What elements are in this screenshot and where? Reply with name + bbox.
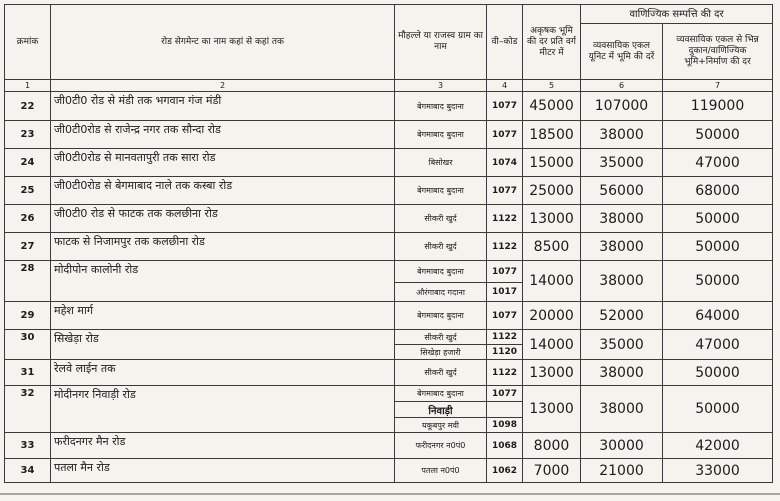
table-row (5, 386, 773, 402)
row-mohalla: यकूबपुर मवी (395, 418, 487, 433)
row-rate-6: 38000 (581, 360, 663, 386)
row-rate-6: 38000 (581, 233, 663, 261)
row-code: 1122 (487, 330, 523, 345)
row-mohalla: बेगमाबाद बुदाना (395, 261, 487, 283)
row-code: 1077 (487, 92, 523, 121)
row-rate-6: 35000 (581, 330, 663, 360)
row-road: रेलवे लाईन तक (51, 360, 395, 386)
row-road: जी0टी0रोड से मानवतापुरी तक सारा रोड (51, 149, 395, 177)
row-sno: 30 (5, 330, 51, 360)
row-sno: 34 (5, 459, 51, 483)
row-mohalla: औरंगाबाद गदाना (395, 283, 487, 302)
header-row (5, 5, 773, 24)
header-mohalla: मौहल्ले या राजस्व ग्राम का नाम (395, 5, 487, 80)
row-code: 1077 (487, 386, 523, 402)
row-sno: 29 (5, 302, 51, 330)
row-mohalla: बेगमाबाद बुदाना (395, 302, 487, 330)
row-code: 1077 (487, 177, 523, 205)
row-code: 1062 (487, 459, 523, 483)
row-mohalla: बेगमाबाद बुदाना (395, 92, 487, 121)
row-mohalla: बिसोखर (395, 149, 487, 177)
row-mohalla: सिखेड़ा हजारी (395, 345, 487, 360)
row-sno: 25 (5, 177, 51, 205)
table-row (5, 302, 773, 330)
row-rate-6: 35000 (581, 149, 663, 177)
row-rate-7: 50000 (663, 386, 773, 433)
table-row (5, 177, 773, 205)
header-code: वी–कोड (487, 5, 523, 80)
header-commercial-group: वाणिज्यिक सम्पत्ति की दर (581, 5, 773, 24)
column-number-row (5, 80, 773, 92)
row-rate-7: 68000 (663, 177, 773, 205)
row-sno: 26 (5, 205, 51, 233)
row-rate-6: 107000 (581, 92, 663, 121)
row-rate-7: 42000 (663, 433, 773, 459)
table-row (5, 459, 773, 483)
row-rate-5: 25000 (523, 177, 581, 205)
row-rate-5: 13000 (523, 360, 581, 386)
row-road: फरीदनगर मैन रोड (51, 433, 395, 459)
row-road: जी0टी0 रोड से फाटक तक कलछीना रोड (51, 205, 395, 233)
row-mohalla: बेगमाबाद बुदाना (395, 177, 487, 205)
col-number: 7 (663, 80, 773, 92)
row-rate-5: 45000 (523, 92, 581, 121)
row-rate-6: 30000 (581, 433, 663, 459)
row-code: 1077 (487, 302, 523, 330)
row-rate-5: 18500 (523, 121, 581, 149)
table-row (5, 433, 773, 459)
row-mohalla: सीकरी खुर्द (395, 205, 487, 233)
col-number: 4 (487, 80, 523, 92)
table-row (5, 205, 773, 233)
row-rate-6: 38000 (581, 121, 663, 149)
row-code: 1077 (487, 261, 523, 283)
row-rate-7: 47000 (663, 149, 773, 177)
row-rate-5: 7000 (523, 459, 581, 483)
row-road: महेश मार्ग (51, 302, 395, 330)
row-mohalla: बेगमाबाद बुदाना (395, 121, 487, 149)
row-rate-7: 47000 (663, 330, 773, 360)
row-rate-7: 50000 (663, 233, 773, 261)
row-rate-7: 64000 (663, 302, 773, 330)
row-code: 1120 (487, 345, 523, 360)
row-rate-7: 50000 (663, 121, 773, 149)
row-rate-6: 52000 (581, 302, 663, 330)
row-mohalla: सीकरी खुर्द (395, 330, 487, 345)
row-sno: 27 (5, 233, 51, 261)
table-row (5, 92, 773, 121)
row-sno: 24 (5, 149, 51, 177)
row-road: जी0टी0रोड से राजेन्द्र नगर तक सौन्दा रोड (51, 121, 395, 149)
row-rate-5: 13000 (523, 386, 581, 433)
row-code: 1077 (487, 121, 523, 149)
row-code: 1122 (487, 360, 523, 386)
row-rate-6: 38000 (581, 205, 663, 233)
header-commercial-land: व्यवसायिक एकल यूनिट में भूमि की दरें (581, 24, 663, 80)
row-rate-5: 14000 (523, 261, 581, 302)
row-code: 1098 (487, 418, 523, 433)
row-rate-6: 38000 (581, 386, 663, 433)
row-rate-5: 8000 (523, 433, 581, 459)
row-rate-5: 8500 (523, 233, 581, 261)
row-rate-6: 56000 (581, 177, 663, 205)
row-code: 1074 (487, 149, 523, 177)
row-rate-5: 20000 (523, 302, 581, 330)
row-code: 1068 (487, 433, 523, 459)
row-road: पतला मैन रोड (51, 459, 395, 483)
row-sno: 23 (5, 121, 51, 149)
row-mohalla: सीकरी खुर्द (395, 360, 487, 386)
header-commercial-building: व्यवसायिक एकल से भिन्न दुकान/वाणिज्यिक भूमि+निर्माण की दर (663, 24, 773, 80)
table-row (5, 261, 773, 283)
col-number: 2 (51, 80, 395, 92)
row-code-empty (487, 402, 523, 418)
row-rate-7: 50000 (663, 205, 773, 233)
page-edge-line (0, 493, 780, 495)
row-road: फाटक से निजामपुर तक कलछीना रोड (51, 233, 395, 261)
table-row (5, 121, 773, 149)
row-rate-7: 50000 (663, 360, 773, 386)
row-sno: 32 (5, 386, 51, 433)
row-mohalla: सीकरी खुर्द (395, 233, 487, 261)
table-row (5, 360, 773, 386)
row-sno: 28 (5, 261, 51, 302)
row-road: जी0टी0रोड से बेगमाबाद नाले तक कस्बा रोड (51, 177, 395, 205)
row-code: 1122 (487, 205, 523, 233)
row-mohalla: निवाड़ी (395, 402, 487, 418)
row-rate-5: 13000 (523, 205, 581, 233)
row-rate-6: 38000 (581, 261, 663, 302)
row-code: 1017 (487, 283, 523, 302)
header-road: रोड सेगमेन्ट का नाम कहां से कहां तक (51, 5, 395, 80)
row-code: 1122 (487, 233, 523, 261)
row-rate-6: 21000 (581, 459, 663, 483)
row-road: मोदीपोन कालोनी रोड (51, 261, 395, 302)
row-road: मोदीनगर निवाड़ी रोड (51, 386, 395, 433)
table-row (5, 330, 773, 345)
table-row (5, 149, 773, 177)
row-mohalla: फरीदनगर न0पं0 (395, 433, 487, 459)
row-sno: 22 (5, 92, 51, 121)
table-row (5, 233, 773, 261)
row-rate-7: 50000 (663, 261, 773, 302)
row-mohalla: पतला न0पं0 (395, 459, 487, 483)
rate-table (4, 4, 773, 483)
col-number: 1 (5, 80, 51, 92)
row-rate-5: 15000 (523, 149, 581, 177)
row-rate-7: 33000 (663, 459, 773, 483)
header-land-rate: अकृषक भूमि की दर प्रति वर्ग मीटर में (523, 5, 581, 80)
row-mohalla: बेगमाबाद बुदाना (395, 386, 487, 402)
row-sno: 33 (5, 433, 51, 459)
row-sno: 31 (5, 360, 51, 386)
row-road: जी0टी0 रोड से मंडी तक भगवान गंज मंडी (51, 92, 395, 121)
col-number: 5 (523, 80, 581, 92)
row-rate-5: 14000 (523, 330, 581, 360)
row-road: सिखेड़ा रोड (51, 330, 395, 360)
col-number: 3 (395, 80, 487, 92)
row-rate-7: 119000 (663, 92, 773, 121)
header-sno: क्रमांक (5, 5, 51, 80)
col-number: 6 (581, 80, 663, 92)
